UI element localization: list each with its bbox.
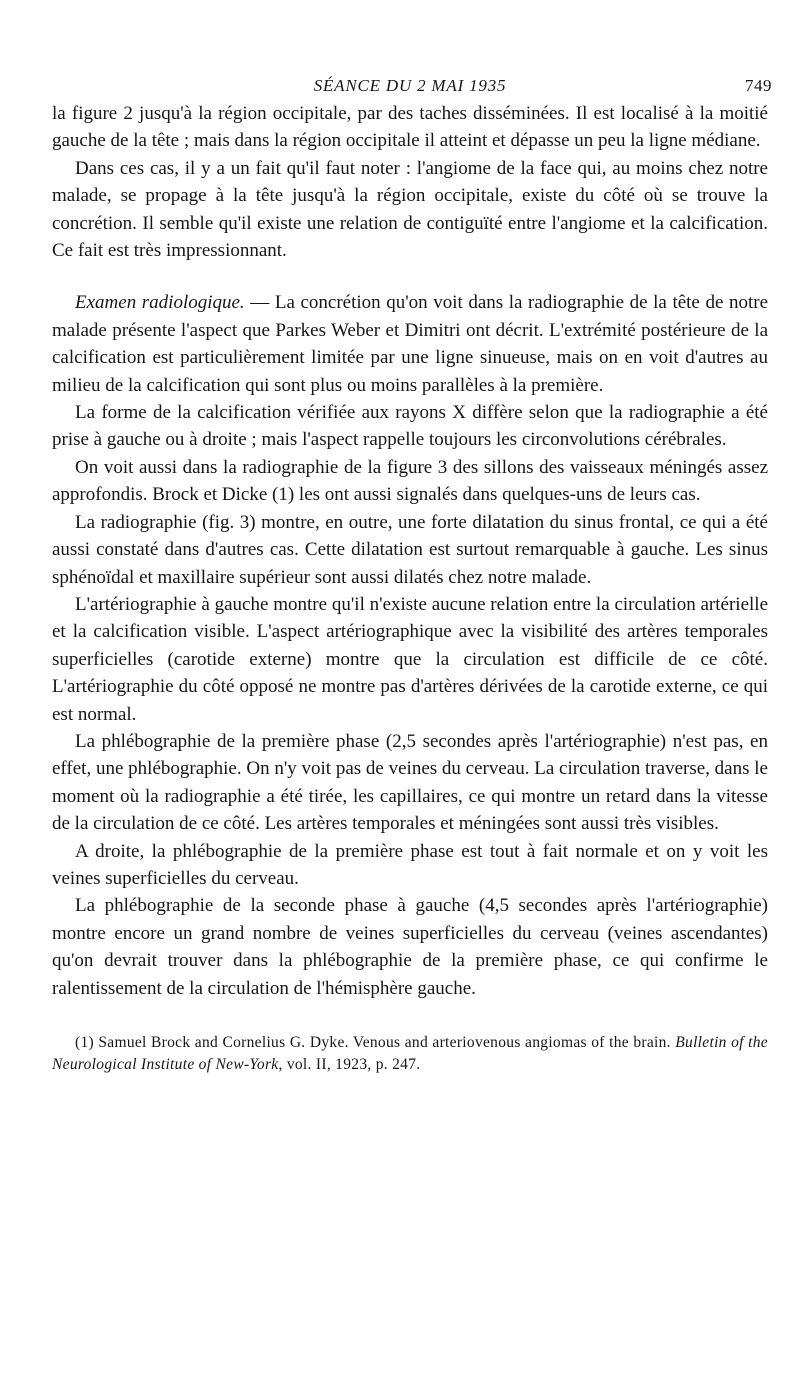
section-text: — La concrétion qu'on voit dans la radiographie de la tête de notre malade présente l'aspect que Parkes Weber et Dimitri ont décrit. L'extrémité postérieure de la calcification est particulièrement limitée par une ligne sinueuse, mais on en voit d'autres au milieu de la calcification qui sont plus ou moins parallèles à la première. [52,292,768,396]
paragraph-arteriographie: L'artériographie à gauche montre qu'il n'existe aucune relation entre la circulation artérielle et la calcification visible. L'aspect artériographique avec la visibilité des artères temporales superficielles (carotide externe) montre que la circulation est difficile de ce côté. L'artériographie du côté opposé ne montre pas d'artères dérivées de la carotide externe, ce qui est normal. [52,593,768,725]
section-heading: Examen radiologique. [75,292,245,314]
footnote-text-end: , vol. II, 1923, p. 247. [278,1056,421,1073]
footnote-text: (1) Samuel Brock and Cornelius G. Dyke. Venous and arteriovenous angiomas of the brain. [75,1034,676,1051]
paragraph-sinus: La radiographie (fig. 3) montre, en outre, une forte dilatation du sinus frontal, ce qui a été aussi constaté dans d'autres cas. Cette dilatation est surtout remarquable à gauche. Les sinus sphénoïdal et maxillaire supérieur sont aussi dilatés chez notre malade. [52,511,768,588]
paragraph-continued: la figure 2 jusqu'à la région occipitale, par des taches disséminées. Il est localisé à la moitié gauche de la tête ; mais dans la région occipitale il atteint et dépasse un peu la ligne médiane. [52,103,768,152]
page [52,72,772,1076]
page-number: 749 [745,76,772,95]
running-head [52,72,772,100]
paragraph-phlebographie-seconde: La phlébographie de la seconde phase à gauche (4,5 secondes après l'artériographie) montre encore un grand nombre de veines superficielles du cerveau (veines ascendantes) qu'on devrait trouver dans la phlébographie de la première phase, ce qui confirme le ralentissement de la circulation de l'hémisphère gauche. [52,895,768,999]
footnote [52,1032,768,1076]
paragraph-forme: La forme de la calcification vérifiée aux rayons X diffère selon que la radiographie a été prise à gauche ou à droite ; mais l'aspect rappelle toujours les circonvolutions cérébrales. [52,402,768,451]
running-title: SÉANCE DU 2 MAI 1935 [313,76,507,95]
footnote-journal: Bulletin of the Neurological Institute of New-York [52,1034,768,1073]
paragraph-droite: A droite, la phlébographie de la première phase est tout à fait normale et on y voit les veines superficielles du cerveau. [52,840,768,889]
paragraph-phlebographie-premiere: La phlébographie de la première phase (2,5 secondes après l'artériographie) n'est pas, en effet, une phlébographie. On n'y voit pas de veines du cerveau. La circulation traverse, dans le moment où la radiographie a été tirée, les capillaires, ce qui montre un retard dans la vitesse de la circulation de ce côté. Les artères temporales et méningées sont aussi très visibles. [52,730,768,835]
paragraph-examen-radiologique [52,289,768,399]
paragraph-angiome: Dans ces cas, il y a un fait qu'il faut noter : l'angiome de la face qui, au moins chez notre malade, se propage à la tête jusqu'à la région occipitale, existe du côté où se trouve la concrétion. Il semble qu'il existe une relation de contiguïté entre l'angiome et la calcification. Ce fait est très impressionnant. [52,157,768,262]
paragraph-sillons: On voit aussi dans la radiographie de la figure 3 des sillons des vaisseaux méningés assez approfondis. Brock et Dicke (1) les ont aussi signalés dans quelques-uns de leurs cas. [52,456,768,506]
body-text [52,100,768,1002]
